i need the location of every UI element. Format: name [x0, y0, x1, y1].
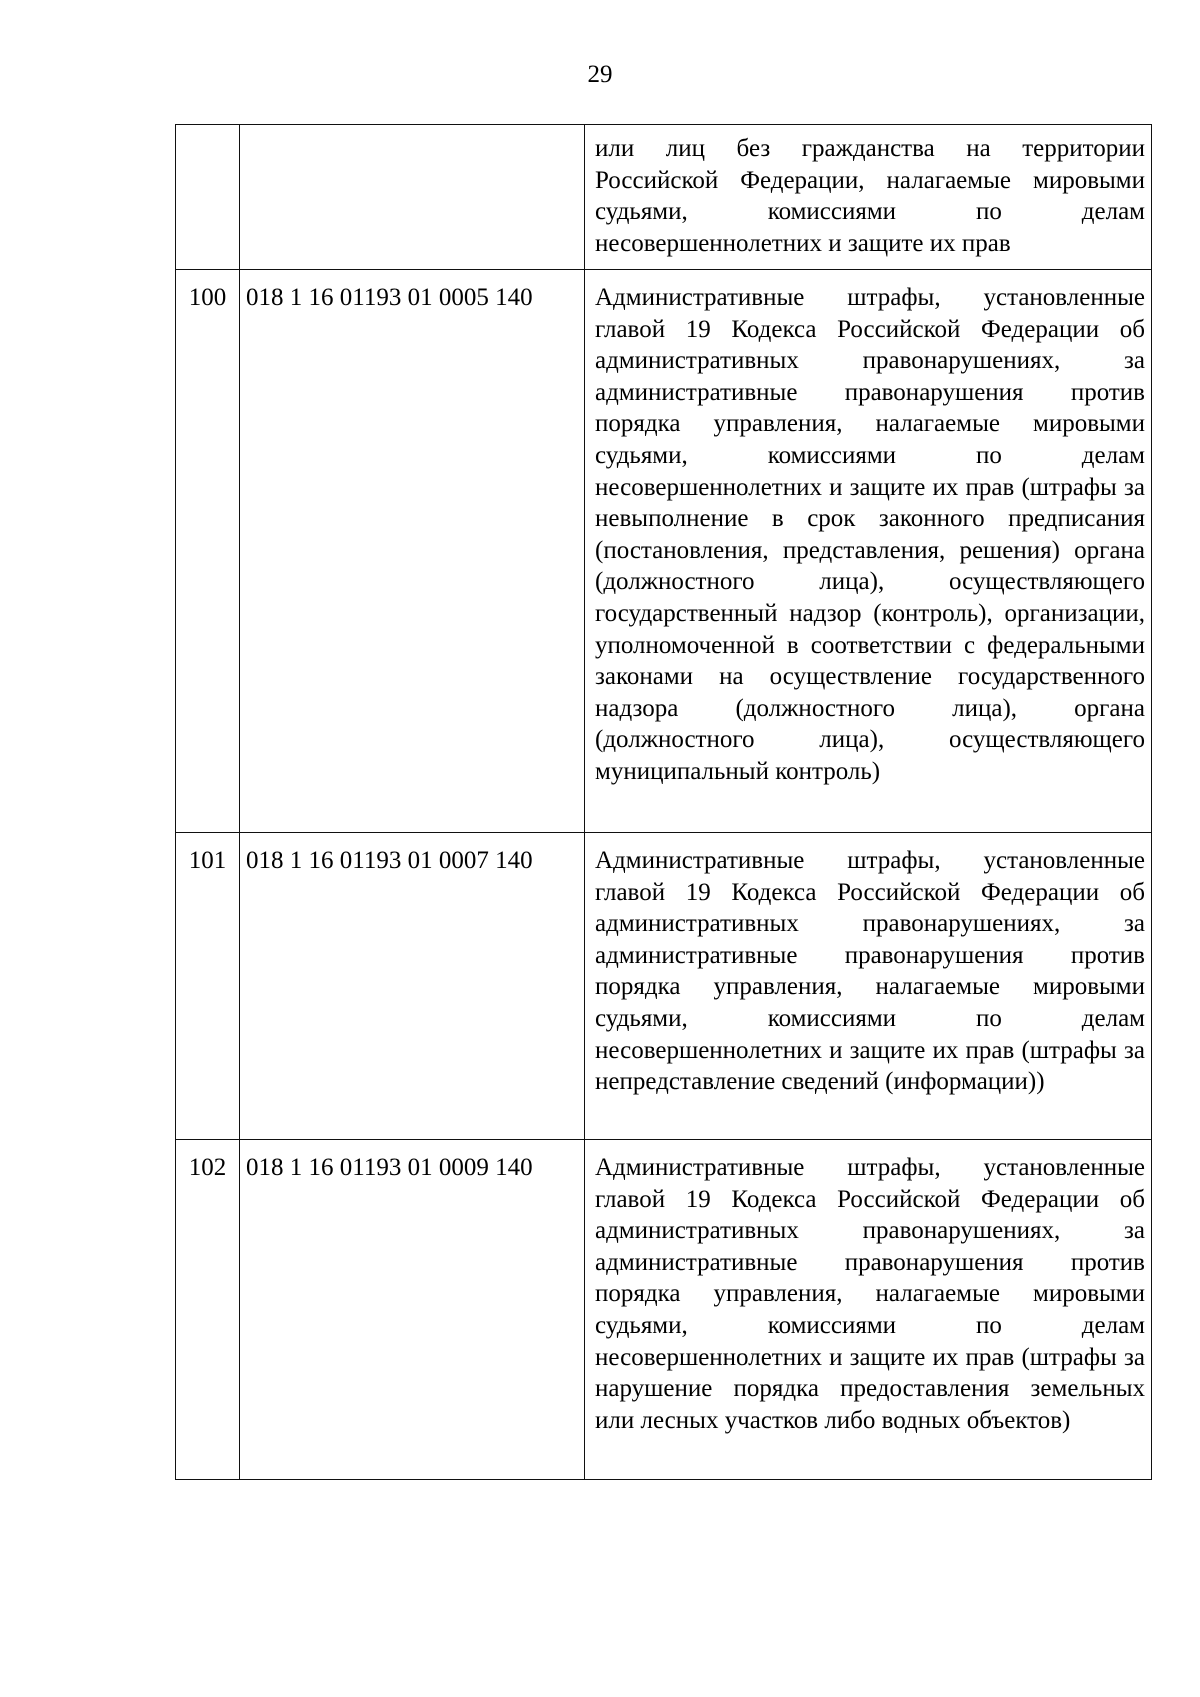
budget-codes-table [175, 124, 1152, 1480]
row-description: Административные штрафы, установленные главой 19 Кодекса Российской Федерации об административных правонарушениях, за административные правонарушения против порядка управления, налагаемые мировыми судьями, комиссиями по делам несовершеннолетних и защите их прав (штрафы за невыполнение в срок законного предписания (постановления, представления, решения) органа (должностного лица), осуществляющего государственный надзор (контроль), организации, уполномоченной в соответствии с федеральными законами на осуществление государственного надзора (должностного лица), органа (должностного лица), осуществляющего муниципальный контроль) [585, 270, 1152, 833]
row-code: 018 1 16 01193 01 0007 140 [240, 833, 585, 1140]
row-number: 101 [176, 833, 240, 1140]
row-code [240, 125, 585, 270]
row-description: Административные штрафы, установленные главой 19 Кодекса Российской Федерации об административных правонарушениях, за административные правонарушения против порядка управления, налагаемые мировыми судьями, комиссиями по делам несовершеннолетних и защите их прав (штрафы за непредставление сведений (информации)) [585, 833, 1152, 1140]
table-row [176, 1140, 1152, 1480]
table-row [176, 125, 1152, 270]
row-number: 100 [176, 270, 240, 833]
row-number: 102 [176, 1140, 240, 1480]
row-number [176, 125, 240, 270]
row-description: или лиц без гражданства на территории Российской Федерации, налагаемые мировыми судьями, комиссиями по делам несовершеннолетних и защите их прав [585, 125, 1152, 270]
row-code: 018 1 16 01193 01 0005 140 [240, 270, 585, 833]
row-code: 018 1 16 01193 01 0009 140 [240, 1140, 585, 1480]
table-row [176, 270, 1152, 833]
table-row [176, 833, 1152, 1140]
page-number: 29 [587, 61, 613, 88]
row-description: Административные штрафы, установленные главой 19 Кодекса Российской Федерации об административных правонарушениях, за административные правонарушения против порядка управления, налагаемые мировыми судьями, комиссиями по делам несовершеннолетних и защите их прав (штрафы за нарушение порядка предоставления земельных или лесных участков либо водных объектов) [585, 1140, 1152, 1480]
